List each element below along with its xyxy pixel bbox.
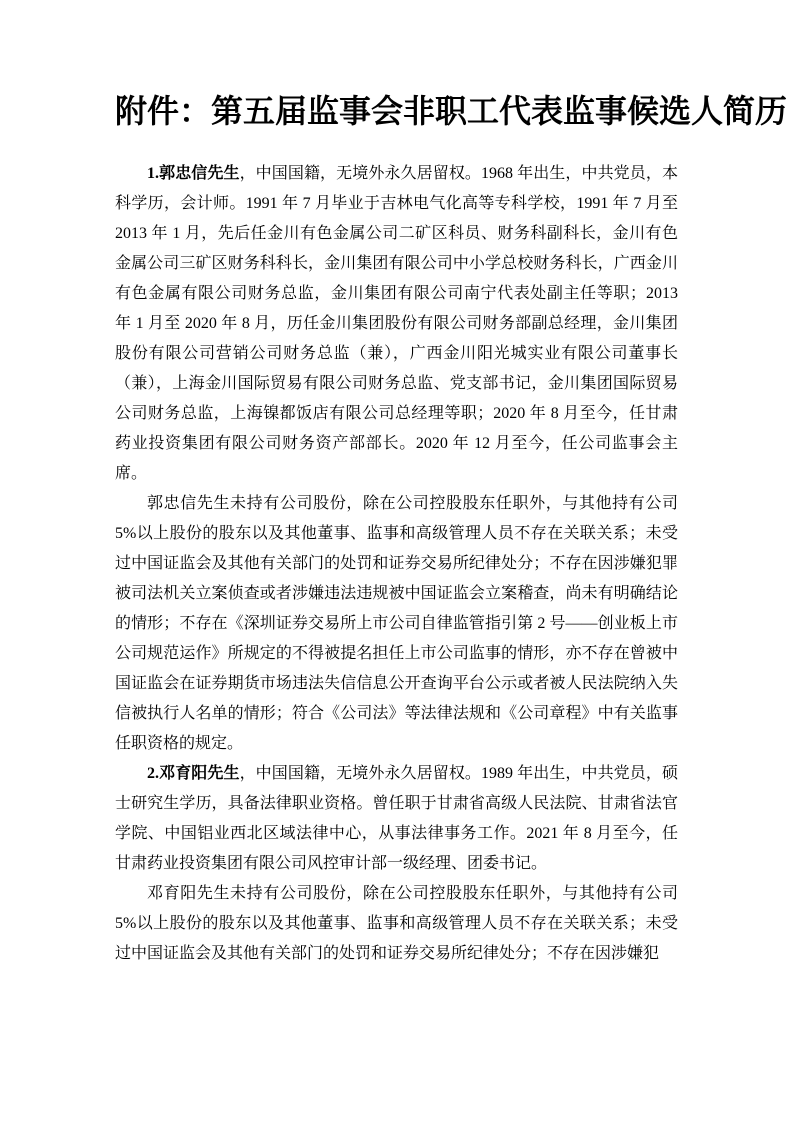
candidate1-name-lead: 1.郭忠信先生 [147,165,240,182]
candidate1-disclosure-paragraph: 郭忠信先生未持有公司股份，除在公司控股股东任职外，与其他持有公司5%以上股份的股东以及其他董事、监事和高级管理人员不存在关联关系；未受过中国证监会及其他有关部门的处罚和证券交易所纪律处分；不存在因涉嫌犯罪被司法机关立案侦查或者涉嫌违法违规被中国证监会立案稽查，尚未有明确结论的情形；不存在《深圳证券交易所上市公司自律监管指引第 2 号——创业板上市公司规范运作》所规定的不得被提名担任上市公司监事的情形，亦不存在曾被中国证监会在证券期货市场违法失信信息公开查询平台公示或者被人民法院纳入失信被执行人名单的情形；符合《公司法》等法律法规和《公司章程》中有关监事任职资格的规定。 [115,495,678,752]
candidate1-bio-paragraph [115,159,678,489]
attachment-title: 附件：第五届监事会非职工代表监事候选人简历 [115,93,788,129]
candidate2-bio-text: ，中国国籍，无境外永久居留权。1989 年出生，中共党员，硕士研究生学历，具备法律职业资格。曾任职于甘肃省高级人民法院、甘肃省法官学院、中国铝业西北区域法律中心，从事法律事务工作。2021 年 8 月至今，任甘肃药业投资集团有限公司风控审计部一级经理、团委书记。 [115,765,678,872]
candidate1-bio-text: ，中国国籍，无境外永久居留权。1968 年出生，中共党员，本科学历，会计师。1991 年 7 月毕业于吉林电气化高等专科学校，1991 年 7 月至 2013 年 1 月，先后任金川有色金属公司二矿区科员、财务科副科长，金川有色金属公司三矿区财务科科长，金川集团有限公司中小学总校财务科长，广西金川有色金属有限公司财务总监，金川集团有限公司南宁代表处副主任等职；2013 年 1 月至 2020 年 8 月，历任金川集团股份有限公司财务部副总经理，金川集团股份有限公司营销公司财务总监（兼），广西金川阳光城实业有限公司董事长（兼），上海金川国际贸易有限公司财务总监、党支部书记，金川集团国际贸易公司财务总监，上海镍都饭店有限公司总经理等职；2020 年 8 月至今，任甘肃药业投资集团有限公司财务资产部部长。2020 年 12 月至今，任公司监事会主席。 [115,165,678,482]
candidate2-disclosure-paragraph: 邓育阳先生未持有公司股份，除在公司控股股东任职外，与其他持有公司5%以上股份的股东以及其他董事、监事和高级管理人员不存在关联关系；未受过中国证监会及其他有关部门的处罚和证券交易所纪律处分；不存在因涉嫌犯 [115,885,678,962]
candidate2-name-lead: 2.邓育阳先生 [147,765,240,782]
candidate2-bio-paragraph [115,759,678,879]
